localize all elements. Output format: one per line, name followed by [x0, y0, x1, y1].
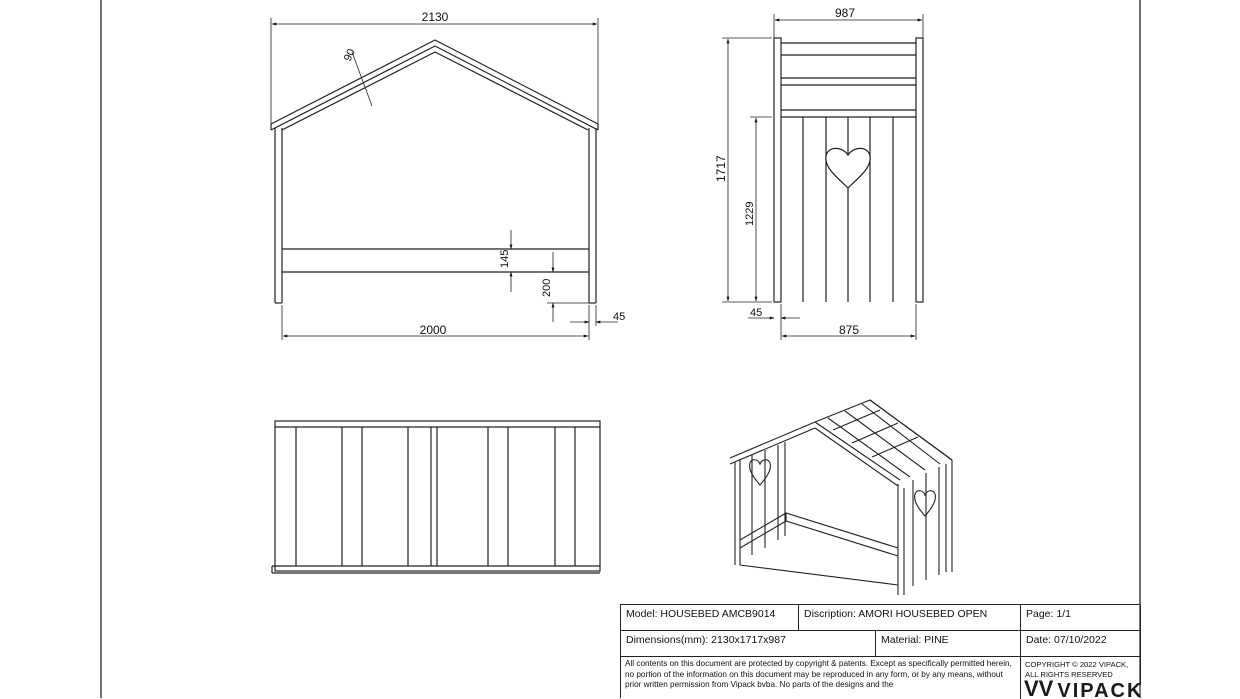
- top-view: [272, 421, 600, 573]
- dim-side-width: 987: [834, 6, 856, 20]
- dim-rail-clearance: 200: [541, 278, 553, 297]
- model-cell: Model: HOUSEBED AMCB9014: [621, 605, 799, 631]
- vipack-logo: [1024, 680, 1143, 698]
- vipack-logo-icon: VV: [1024, 680, 1054, 698]
- copyright-notice: All contents on this document are protected by copyright & patents. Except as specifically permitted herein, no portion of the information on this document may be reproduced in any form, or by any means, without prior written permission from Vipack bvba. No parts of the designs and the: [621, 657, 1021, 699]
- vipack-logo-text: VIPACK: [1057, 680, 1144, 698]
- front-view: [271, 40, 598, 303]
- dim-rail-height: 145: [499, 249, 511, 268]
- dim-front-width: 2130: [421, 10, 449, 24]
- dim-side-post-width: 45: [750, 307, 763, 319]
- copyright-cell: COPYRIGHT © 2022 VIPACK, ALL RIGHTS RESERVED: [1021, 657, 1141, 685]
- dim-post-width: 45: [613, 311, 626, 323]
- dim-total-height: 1717: [714, 155, 728, 182]
- dimensions-cell: Dimensions(mm): 2130x1717x987: [621, 631, 876, 657]
- dim-front-inner: 2000: [419, 323, 447, 337]
- front-dimension-lines: [271, 18, 618, 340]
- dim-roof-angle: 90: [341, 47, 358, 64]
- side-view: [774, 38, 923, 302]
- sheet-border: [101, 0, 1140, 698]
- date-cell: Date: 07/10/2022: [1021, 631, 1141, 657]
- front-dimension-labels: [342, 10, 625, 337]
- page-cell: Page: 1/1: [1021, 605, 1141, 631]
- dim-side-panel-height: 1229: [744, 201, 756, 226]
- isometric-view: [730, 400, 952, 595]
- description-cell: Discription: AMORI HOUSEBED OPEN: [799, 605, 1021, 631]
- material-cell: Material: PINE: [876, 631, 1021, 657]
- dim-side-inner: 875: [838, 323, 860, 337]
